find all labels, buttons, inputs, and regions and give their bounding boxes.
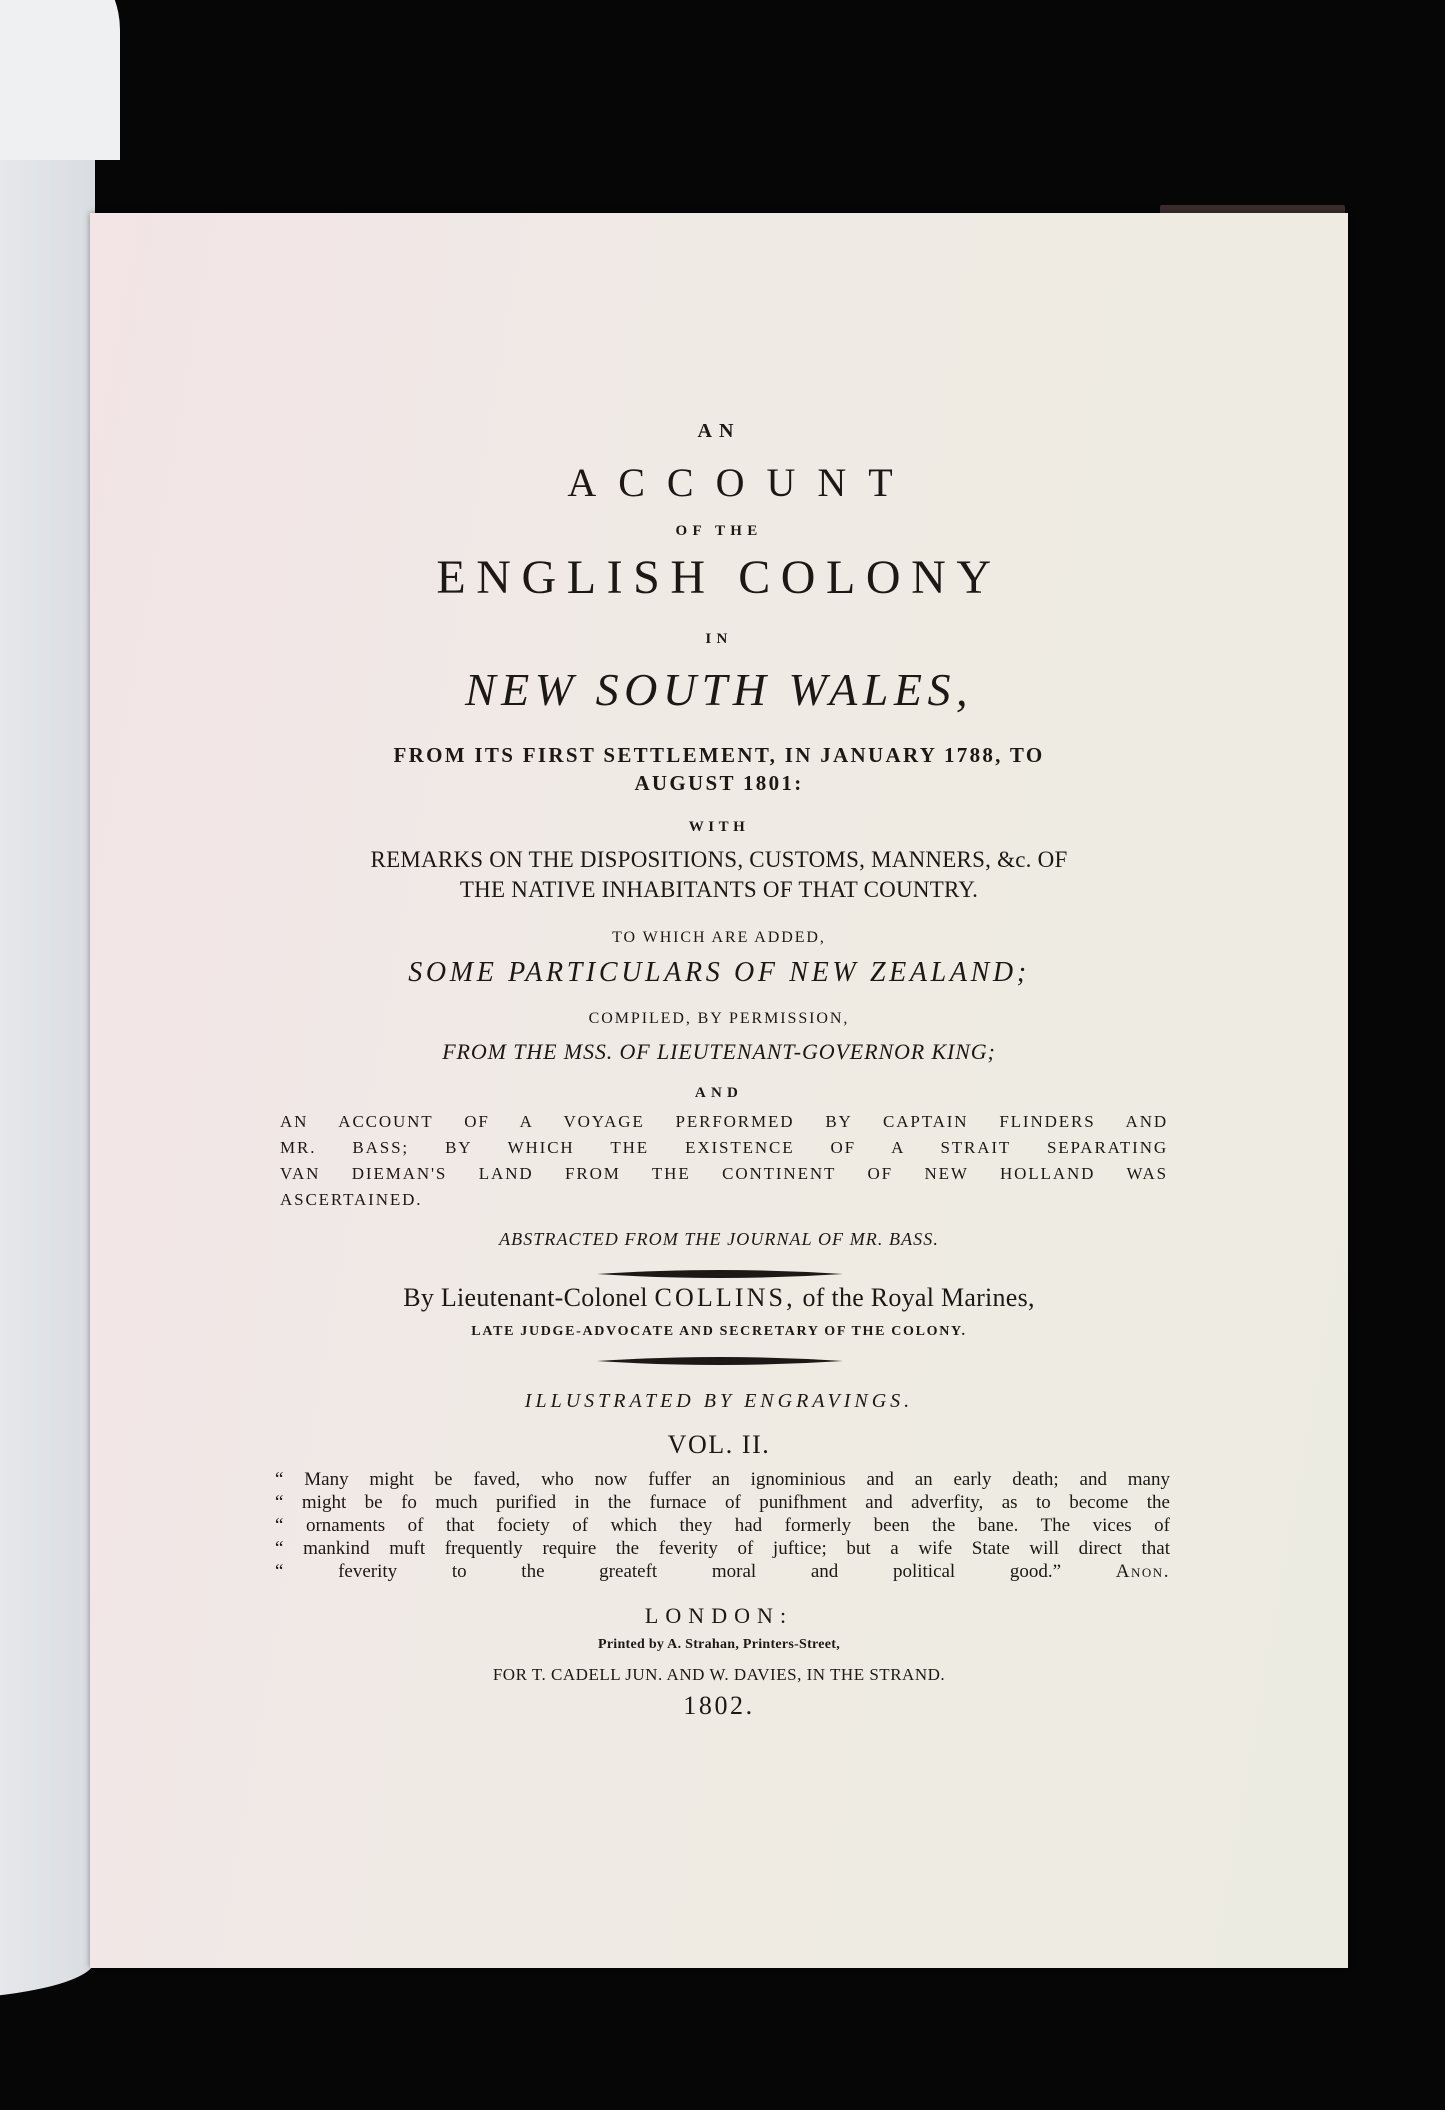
illustrated-by-engravings: ILLUSTRATED BY ENGRAVINGS. (524, 1390, 914, 1412)
remarks-line-1: REMARKS ON THE DISPOSITIONS, CUSTOMS, MANNERS, &c. OF (370, 847, 1068, 872)
voyage-line: VAN DIEMAN'S LAND FROM THE CONTINENT OF NEW HOLLAND WAS (280, 1164, 1168, 1183)
facing-page-edge (0, 0, 95, 2000)
abstracted-from-journal: ABSTRACTED FROM THE JOURNAL OF MR. BASS. (499, 1229, 939, 1249)
author-prefix: By Lieutenant-Colonel (403, 1283, 648, 1312)
imprint-printer: Printed by A. Strahan, Printers-Street, (597, 1637, 841, 1652)
voyage-line: AN ACCOUNT OF A VOYAGE PERFORMED BY CAPTAIN FLINDERS AND (280, 1112, 1168, 1131)
epigraph-quote (275, 1468, 1170, 1583)
remarks-line-2: THE NATIVE INHABITANTS OF THAT COUNTRY. (459, 877, 979, 902)
quote-line: “ mankind muft frequently require the feverity of juftice; but a wife State will direct that (275, 1538, 1170, 1559)
title-an: AN (697, 420, 741, 442)
author-title: LATE JUDGE-ADVOCATE AND SECRETARY OF THE COLONY. (471, 1324, 967, 1339)
new-zealand-particulars: SOME PARTICULARS OF NEW ZEALAND; (408, 957, 1030, 988)
facing-page-top-curl (0, 0, 120, 160)
to-which-added: TO WHICH ARE ADDED, (612, 929, 826, 946)
quote-line: “ Many might be faved, who now fuffer an ignominious and an early death; and many (275, 1469, 1170, 1490)
quote-line: “ might be fo much purified in the furnace of punifhment and adverfity, as to become the (275, 1492, 1170, 1513)
title-english-colony: ENGLISH COLONY (436, 551, 1002, 604)
and-label: AND (694, 1085, 744, 1101)
author-line (90, 1283, 1348, 1313)
voyage-paragraph (280, 1109, 1168, 1213)
quote-line: “ feverity to the greateft moral and political good.” (275, 1561, 1062, 1582)
author-name: COLLINS, (654, 1283, 796, 1312)
compiled-by-permission: COMPILED, BY PERMISSION, (588, 1010, 850, 1027)
settlement-line-2: AUGUST 1801: (634, 771, 804, 795)
ornamental-rule (595, 1266, 845, 1282)
voyage-line: MR. BASS; BY WHICH THE EXISTENCE OF A STRAIT SEPARATING (280, 1138, 1168, 1157)
title-account: ACCOUNT (567, 460, 915, 505)
imprint-london: LONDON: (644, 1603, 794, 1628)
voyage-line: ASCERTAINED. (280, 1190, 423, 1209)
quote-last-line (275, 1560, 1170, 1583)
mss-of-king: FROM THE MSS. OF LIEUTENANT-GOVERNOR KING; (442, 1039, 996, 1064)
ornamental-rule (595, 1353, 845, 1369)
imprint-publisher: FOR T. CADELL JUN. AND W. DAVIES, IN THE STRAND. (492, 1665, 946, 1684)
quote-line: “ ornaments of that fociety of which they had formerly been the bane. The vices of (275, 1515, 1170, 1536)
settlement-line-1: FROM ITS FIRST SETTLEMENT, IN JANUARY 1788, TO (393, 743, 1045, 767)
with-label: WITH (688, 819, 750, 835)
volume-number: VOL. II. (667, 1430, 771, 1459)
title-page (90, 213, 1348, 1968)
author-suffix: of the Royal Marines, (802, 1283, 1035, 1312)
quote-attribution: Anon. (1115, 1561, 1170, 1582)
title-in: IN (705, 631, 733, 647)
title-new-south-wales: NEW SOUTH WALES, (464, 664, 974, 715)
title-of-the: OF THE (675, 523, 763, 539)
imprint-year: 1802. (683, 1691, 755, 1720)
